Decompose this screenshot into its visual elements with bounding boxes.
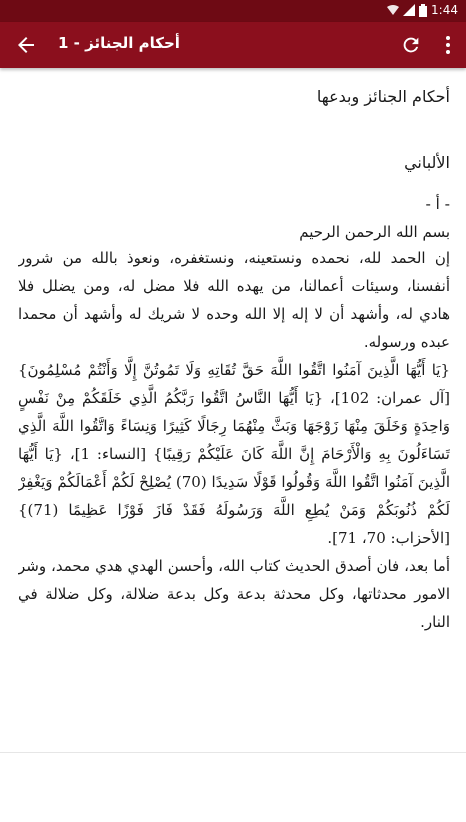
paragraph-amma-bad: أما بعد، فان أصدق الحديث كتاب الله، وأحسن الهدي هدي محمد، وشر الامور محدثاتها، وكل محدثة بدعة وكل بدعة ضلالة، وكل ضلالة في النار.	[18, 557, 450, 631]
basmala: بسم الله الرحمن الرحيم	[299, 223, 450, 241]
status-icons	[387, 3, 458, 17]
paragraph-quran: {يَا أَيُّهَا الَّذِينَ آمَنُوا اتَّقُوا اللَّهَ حَقَّ تُقَاتِهِ وَلَا تَمُوتُنَّ إِلَّا وَأَنْتُمْ مُسْلِمُونَ} [آل عمران: 102]، {يَا أَيُّهَا النَّاسُ اتَّقُوا رَبَّكُمُ الَّذِي خَلَقَكُمْ مِنْ نَفْسٍ وَاحِدَةٍ وَخَلَقَ مِنْهَا زَوْجَهَا وَبَثَّ مِنْهُمَا رِجَالًا كَثِيرًا وَنِسَاءً وَاتَّقُوا اللَّهَ الَّذِي تَسَاءَلُونَ بِهِ وَالْأَرْحَامَ إِنَّ اللَّهَ كَانَ عَلَيْكُمْ رَقِيبًا} [النساء: 1]، {يَا أَيُّهَا الَّذِينَ آمَنُوا اتَّقُوا اللَّهَ وَقُولُوا قَوْلًا سَدِيدًا (70) يُصْلِحْ لَكُمْ أَعْمَالَكُمْ وَيَغْفِرْ لَكُمْ ذُنُوبَكُمْ وَمَنْ يُطِعِ اللَّهَ وَرَسُولَهُ فَقَدْ فَازَ فَوْزًا عَظِيمًا (71)} [الأحزاب: 70، 71].	[18, 361, 450, 547]
page-title: أحكام الجنائز - 1	[58, 34, 180, 52]
book-title: أحكام الجنائز وبدعها	[316, 87, 450, 106]
signal-icon	[403, 4, 415, 16]
content-divider	[0, 752, 466, 753]
page-marker: - أ -	[425, 195, 450, 213]
battery-icon	[419, 4, 427, 17]
blank-bottom-area	[0, 754, 466, 822]
book-content[interactable]	[18, 74, 450, 754]
wifi-icon	[387, 4, 399, 16]
back-arrow-icon[interactable]	[14, 33, 38, 57]
status-bar	[0, 0, 466, 22]
paragraph-intro: إن الحمد لله، نحمده ونستعينه، ونستغفره، ونعوذ بالله من شرور أنفسنا، وسيئات أعمالنا، من يهده الله فلا مضل له، ومن يضلل فلا هادي له، وأشهد أن لا إله إلا الله وحده لا شريك له وأشهد أن محمدا عبده ورسوله.	[18, 249, 450, 351]
book-author: الألباني	[404, 153, 450, 172]
refresh-icon[interactable]	[400, 34, 422, 56]
overflow-menu-icon[interactable]	[440, 34, 456, 56]
app-bar	[0, 22, 466, 68]
status-time: 1:44	[431, 3, 458, 17]
